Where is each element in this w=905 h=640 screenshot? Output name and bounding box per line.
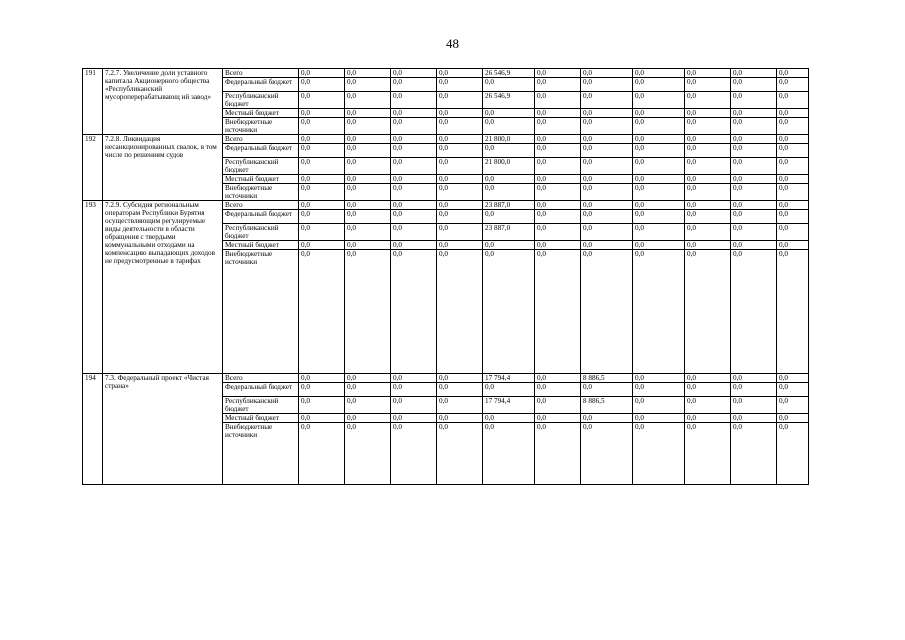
value-cell: 0,0 [685, 374, 731, 383]
funding-source: Внебюджетные источники [223, 423, 299, 485]
value-cell: 0,0 [535, 210, 581, 224]
value-cell: 0,0 [299, 374, 345, 383]
value-cell: 0,0 [685, 118, 731, 135]
value-cell: 0,0 [437, 397, 483, 414]
value-cell: 0,0 [731, 224, 777, 241]
value-cell: 21 800,0 [483, 158, 535, 175]
value-cell: 0,0 [345, 158, 391, 175]
value-cell: 0,0 [685, 92, 731, 109]
value-cell: 0,0 [731, 241, 777, 250]
value-cell: 0,0 [437, 414, 483, 423]
value-cell: 0,0 [437, 118, 483, 135]
value-cell: 0,0 [345, 397, 391, 414]
value-cell: 23 887,0 [483, 224, 535, 241]
value-cell: 0,0 [345, 184, 391, 201]
value-cell: 0,0 [731, 92, 777, 109]
value-cell: 0,0 [299, 118, 345, 135]
value-cell: 0,0 [685, 109, 731, 118]
value-cell: 0,0 [391, 210, 437, 224]
value-cell: 0,0 [345, 383, 391, 397]
value-cell: 0,0 [731, 383, 777, 397]
value-cell: 0,0 [581, 175, 633, 184]
funding-source: Республиканский бюджет [223, 158, 299, 175]
value-cell: 0,0 [437, 250, 483, 374]
value-cell: 0,0 [777, 423, 809, 485]
value-cell: 0,0 [633, 118, 685, 135]
funding-source: Всего [223, 201, 299, 210]
value-cell: 0,0 [633, 383, 685, 397]
funding-source: Федеральный бюджет [223, 383, 299, 397]
value-cell: 0,0 [391, 397, 437, 414]
value-cell: 0,0 [777, 78, 809, 92]
value-cell: 0,0 [437, 210, 483, 224]
value-cell: 0,0 [437, 241, 483, 250]
value-cell: 0,0 [483, 210, 535, 224]
funding-source: Федеральный бюджет [223, 144, 299, 158]
funding-source: Федеральный бюджет [223, 210, 299, 224]
value-cell: 0,0 [731, 109, 777, 118]
value-cell: 0,0 [483, 184, 535, 201]
value-cell: 0,0 [437, 135, 483, 144]
value-cell: 8 886,5 [581, 374, 633, 383]
value-cell: 0,0 [685, 78, 731, 92]
value-cell: 0,0 [685, 184, 731, 201]
row-number: 192 [83, 135, 103, 201]
value-cell: 0,0 [437, 69, 483, 78]
value-cell: 0,0 [535, 175, 581, 184]
value-cell: 0,0 [633, 69, 685, 78]
value-cell: 0,0 [685, 135, 731, 144]
table-row [83, 69, 809, 78]
value-cell: 0,0 [391, 109, 437, 118]
value-cell: 0,0 [581, 210, 633, 224]
measure-title: 7.3. Федеральный проект «Чистая страна» [103, 374, 223, 485]
value-cell: 0,0 [731, 78, 777, 92]
value-cell: 0,0 [633, 374, 685, 383]
measure-title: 7.2.8. Ликвидация несанкционированных свалок, в том числе по решениям судов [103, 135, 223, 201]
value-cell: 0,0 [535, 224, 581, 241]
value-cell: 0,0 [685, 414, 731, 423]
value-cell: 0,0 [535, 118, 581, 135]
value-cell: 0,0 [483, 109, 535, 118]
value-cell: 0,0 [581, 184, 633, 201]
value-cell: 0,0 [437, 423, 483, 485]
value-cell: 0,0 [535, 397, 581, 414]
value-cell: 0,0 [391, 158, 437, 175]
value-cell: 0,0 [299, 78, 345, 92]
value-cell: 0,0 [581, 241, 633, 250]
value-cell: 0,0 [345, 135, 391, 144]
value-cell: 0,0 [633, 158, 685, 175]
value-cell: 0,0 [299, 158, 345, 175]
value-cell: 0,0 [345, 414, 391, 423]
funding-source: Республиканский бюджет [223, 397, 299, 414]
value-cell: 0,0 [633, 423, 685, 485]
value-cell: 0,0 [391, 201, 437, 210]
value-cell: 0,0 [731, 397, 777, 414]
table-row [83, 374, 809, 383]
value-cell: 0,0 [535, 109, 581, 118]
value-cell: 0,0 [345, 201, 391, 210]
value-cell: 0,0 [731, 250, 777, 374]
value-cell: 0,0 [391, 175, 437, 184]
value-cell: 0,0 [391, 69, 437, 78]
value-cell: 0,0 [685, 201, 731, 210]
value-cell: 0,0 [535, 135, 581, 144]
value-cell: 0,0 [535, 374, 581, 383]
value-cell: 0,0 [345, 109, 391, 118]
value-cell: 0,0 [299, 383, 345, 397]
value-cell: 0,0 [777, 383, 809, 397]
value-cell: 0,0 [391, 118, 437, 135]
value-cell: 0,0 [581, 118, 633, 135]
value-cell: 0,0 [685, 241, 731, 250]
value-cell: 0,0 [731, 118, 777, 135]
value-cell: 0,0 [633, 135, 685, 144]
funding-source: Республиканский бюджет [223, 224, 299, 241]
value-cell: 0,0 [777, 201, 809, 210]
value-cell: 0,0 [581, 224, 633, 241]
value-cell: 0,0 [731, 69, 777, 78]
value-cell: 0,0 [299, 201, 345, 210]
value-cell: 0,0 [483, 118, 535, 135]
value-cell: 0,0 [777, 158, 809, 175]
value-cell: 0,0 [391, 374, 437, 383]
value-cell: 0,0 [345, 69, 391, 78]
table-row [83, 135, 809, 144]
value-cell: 0,0 [581, 92, 633, 109]
row-number: 193 [83, 201, 103, 374]
value-cell: 0,0 [633, 109, 685, 118]
value-cell: 0,0 [345, 210, 391, 224]
value-cell: 0,0 [299, 224, 345, 241]
value-cell: 0,0 [391, 414, 437, 423]
value-cell: 0,0 [391, 92, 437, 109]
funding-source: Внебюджетные источники [223, 250, 299, 374]
value-cell: 0,0 [777, 135, 809, 144]
measure-title: 7.2.7. Увеличение доли уставного капитала Акционерного общества «Республиканский мусороперерабатывающ ий завод» [103, 69, 223, 135]
value-cell: 0,0 [299, 423, 345, 485]
row-number: 191 [83, 69, 103, 135]
value-cell: 0,0 [535, 201, 581, 210]
value-cell: 0,0 [299, 241, 345, 250]
value-cell: 0,0 [777, 144, 809, 158]
value-cell: 0,0 [777, 118, 809, 135]
value-cell: 0,0 [299, 135, 345, 144]
value-cell: 0,0 [731, 423, 777, 485]
value-cell: 0,0 [581, 414, 633, 423]
value-cell: 0,0 [483, 78, 535, 92]
value-cell: 0,0 [581, 383, 633, 397]
value-cell: 0,0 [685, 69, 731, 78]
value-cell: 0,0 [535, 144, 581, 158]
value-cell: 0,0 [731, 184, 777, 201]
value-cell: 0,0 [437, 92, 483, 109]
value-cell: 0,0 [391, 78, 437, 92]
value-cell: 0,0 [685, 397, 731, 414]
value-cell: 0,0 [483, 414, 535, 423]
value-cell: 0,0 [483, 423, 535, 485]
value-cell: 0,0 [581, 201, 633, 210]
value-cell: 0,0 [299, 109, 345, 118]
value-cell: 0,0 [633, 414, 685, 423]
funding-source: Местный бюджет [223, 175, 299, 184]
value-cell: 0,0 [299, 414, 345, 423]
value-cell: 21 800,0 [483, 135, 535, 144]
value-cell: 0,0 [391, 423, 437, 485]
value-cell: 0,0 [345, 423, 391, 485]
value-cell: 0,0 [299, 184, 345, 201]
value-cell: 23 887,0 [483, 201, 535, 210]
value-cell: 0,0 [299, 210, 345, 224]
value-cell: 0,0 [633, 78, 685, 92]
value-cell: 0,0 [299, 250, 345, 374]
value-cell: 0,0 [483, 175, 535, 184]
value-cell: 0,0 [391, 250, 437, 374]
value-cell: 0,0 [391, 144, 437, 158]
value-cell: 0,0 [345, 118, 391, 135]
value-cell: 0,0 [299, 397, 345, 414]
value-cell: 0,0 [535, 78, 581, 92]
value-cell: 0,0 [437, 78, 483, 92]
value-cell: 0,0 [535, 241, 581, 250]
value-cell: 0,0 [685, 423, 731, 485]
value-cell: 0,0 [633, 184, 685, 201]
value-cell: 0,0 [581, 423, 633, 485]
value-cell: 0,0 [777, 175, 809, 184]
value-cell: 0,0 [345, 78, 391, 92]
value-cell: 0,0 [633, 210, 685, 224]
value-cell: 0,0 [777, 210, 809, 224]
value-cell: 0,0 [391, 184, 437, 201]
value-cell: 0,0 [437, 201, 483, 210]
value-cell: 0,0 [437, 224, 483, 241]
funding-source: Федеральный бюджет [223, 78, 299, 92]
value-cell: 0,0 [731, 374, 777, 383]
funding-source: Всего [223, 374, 299, 383]
value-cell: 0,0 [777, 241, 809, 250]
value-cell: 0,0 [581, 158, 633, 175]
value-cell: 0,0 [437, 184, 483, 201]
value-cell: 0,0 [391, 224, 437, 241]
value-cell: 0,0 [633, 250, 685, 374]
funding-source: Местный бюджет [223, 241, 299, 250]
value-cell: 0,0 [535, 92, 581, 109]
value-cell: 0,0 [345, 175, 391, 184]
value-cell: 8 886,5 [581, 397, 633, 414]
value-cell: 0,0 [633, 397, 685, 414]
value-cell: 0,0 [345, 241, 391, 250]
value-cell: 0,0 [633, 92, 685, 109]
value-cell: 0,0 [731, 210, 777, 224]
value-cell: 0,0 [685, 175, 731, 184]
value-cell: 17 794,4 [483, 374, 535, 383]
value-cell: 0,0 [391, 383, 437, 397]
value-cell: 0,0 [731, 175, 777, 184]
value-cell: 0,0 [299, 175, 345, 184]
value-cell: 0,0 [483, 250, 535, 374]
value-cell: 0,0 [685, 144, 731, 158]
page-number: 48 [446, 36, 459, 51]
value-cell: 0,0 [299, 144, 345, 158]
value-cell: 0,0 [731, 144, 777, 158]
value-cell: 0,0 [437, 175, 483, 184]
value-cell: 0,0 [731, 201, 777, 210]
value-cell: 0,0 [299, 69, 345, 78]
value-cell: 26 546,9 [483, 92, 535, 109]
value-cell: 0,0 [685, 224, 731, 241]
value-cell: 0,0 [345, 144, 391, 158]
value-cell: 0,0 [437, 158, 483, 175]
value-cell: 0,0 [685, 250, 731, 374]
value-cell: 0,0 [391, 241, 437, 250]
value-cell: 0,0 [535, 414, 581, 423]
value-cell: 0,0 [731, 135, 777, 144]
value-cell: 26 546,9 [483, 69, 535, 78]
value-cell: 0,0 [437, 144, 483, 158]
value-cell: 0,0 [391, 135, 437, 144]
funding-source: Местный бюджет [223, 414, 299, 423]
value-cell: 0,0 [483, 241, 535, 250]
value-cell: 0,0 [777, 184, 809, 201]
value-cell: 0,0 [777, 224, 809, 241]
budget-table [82, 68, 809, 485]
row-number: 194 [83, 374, 103, 485]
value-cell: 0,0 [685, 383, 731, 397]
value-cell: 0,0 [633, 201, 685, 210]
value-cell: 0,0 [483, 383, 535, 397]
value-cell: 0,0 [483, 144, 535, 158]
value-cell: 0,0 [345, 374, 391, 383]
value-cell: 0,0 [437, 374, 483, 383]
funding-source: Внебюджетные источники [223, 118, 299, 135]
value-cell: 0,0 [633, 241, 685, 250]
value-cell: 0,0 [633, 224, 685, 241]
funding-source: Местный бюджет [223, 109, 299, 118]
value-cell: 0,0 [777, 92, 809, 109]
value-cell: 0,0 [731, 414, 777, 423]
funding-source: Республиканский бюджет [223, 92, 299, 109]
value-cell: 0,0 [777, 414, 809, 423]
value-cell: 0,0 [633, 144, 685, 158]
value-cell: 0,0 [777, 250, 809, 374]
value-cell: 0,0 [535, 423, 581, 485]
value-cell: 0,0 [535, 250, 581, 374]
value-cell: 0,0 [581, 250, 633, 374]
value-cell: 0,0 [581, 109, 633, 118]
value-cell: 0,0 [777, 69, 809, 78]
value-cell: 0,0 [299, 92, 345, 109]
value-cell: 0,0 [535, 383, 581, 397]
value-cell: 0,0 [437, 109, 483, 118]
value-cell: 0,0 [777, 109, 809, 118]
value-cell: 0,0 [437, 383, 483, 397]
funding-source: Всего [223, 135, 299, 144]
value-cell: 0,0 [685, 210, 731, 224]
funding-source: Внебюджетные источники [223, 184, 299, 201]
table-row [83, 201, 809, 210]
value-cell: 0,0 [535, 69, 581, 78]
value-cell: 0,0 [581, 144, 633, 158]
value-cell: 0,0 [345, 250, 391, 374]
value-cell: 0,0 [777, 374, 809, 383]
funding-source: Всего [223, 69, 299, 78]
value-cell: 0,0 [581, 78, 633, 92]
value-cell: 0,0 [731, 158, 777, 175]
value-cell: 0,0 [777, 397, 809, 414]
value-cell: 0,0 [535, 158, 581, 175]
measure-title: 7.2.9. Субсидия региональным операторам Республики Бурятия осуществляющим регулируемые виды деятельности в области обращения с твердыми коммунальными отходами на компенсацию выпадающих доходов не предусмотренные в тарифах [103, 201, 223, 374]
value-cell: 0,0 [345, 92, 391, 109]
value-cell: 0,0 [345, 224, 391, 241]
value-cell: 0,0 [581, 69, 633, 78]
value-cell: 0,0 [685, 158, 731, 175]
value-cell: 0,0 [581, 135, 633, 144]
value-cell: 0,0 [633, 175, 685, 184]
value-cell: 17 794,4 [483, 397, 535, 414]
value-cell: 0,0 [535, 184, 581, 201]
